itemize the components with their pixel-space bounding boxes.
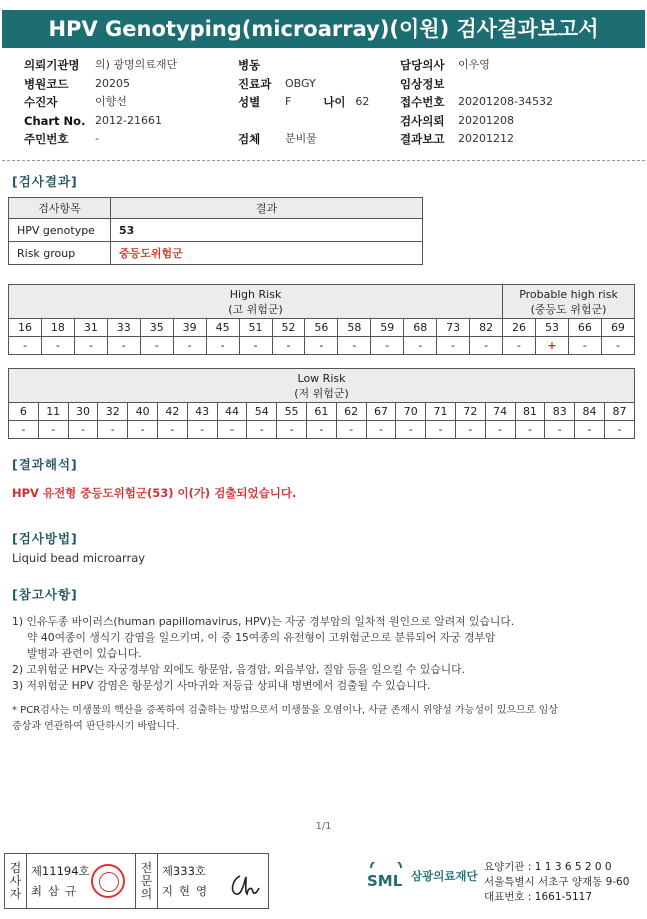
genotype-type-cell: 61 [306,403,336,421]
genotype-type-cell: 31 [74,319,107,337]
reference-section-title: [참고사항] [12,587,78,602]
genotype-type-cell: 56 [305,319,338,337]
info-value: 의) 광명의료재단 [95,58,178,71]
genotype-type-cell: 68 [404,319,437,337]
page-number: 1/1 [315,821,332,832]
result-summary-table [8,197,423,265]
genotype-result-cell: - [366,421,396,439]
tester-label-char: 사 [9,873,22,888]
genotype-type-cell: 26 [503,319,536,337]
age-label: 나이 [323,95,346,110]
genotype-result-cell: - [336,421,366,439]
pcr-footnote [12,703,642,735]
genotype-result-cell: - [437,337,470,355]
org-address: 서울특별시 서초구 양재동 9-60 [484,876,630,888]
section-divider [2,160,645,161]
sml-logo-icon [365,862,407,890]
specialist-label [136,854,158,908]
genotype-type-cell: 66 [568,319,601,337]
specialist-label-char: 전 [140,860,153,875]
genotype-result-cell: - [604,421,634,439]
genotype-type-cell: 42 [157,403,187,421]
tester-label-char: 자 [9,886,22,901]
method-text: Liquid bead microarray [12,551,146,565]
genotype-type-cell: 40 [128,403,158,421]
info-label: 진료과 [238,76,272,91]
tester-label [5,854,27,908]
genotype-result-cell: - [98,421,128,439]
genotype-result-cell: - [277,421,307,439]
note-1: 1) 인유두종 바이러스(human papillomavirus, HPV)는 자궁 경부암의 일차적 원인으로 알려져 있습니다. [12,615,515,628]
note-2: 2) 고위험군 HPV는 자궁경부암 외에도 항문암, 음경암, 외음부암, 질암 등을 일으킬 수 있습니다. [12,663,466,676]
genotype-type-cell: 55 [277,403,307,421]
info-column-3 [400,56,553,149]
info-label: 병동 [238,58,261,72]
info-label: 임상정보 [400,76,445,91]
genotype-type-cell: 72 [455,403,485,421]
info-row [400,75,553,94]
genotype-result-cell: - [545,421,575,439]
risk-group-value: 중등도위험군 [111,242,423,265]
info-value: 20205 [95,76,130,90]
genotype-type-cell: 18 [41,319,74,337]
info-row [400,130,553,149]
seal-stamp-icon [91,864,125,898]
method-section-title: [검사방법] [12,531,78,546]
info-value: 분비물 [285,132,317,146]
genotype-type-cell: 45 [206,319,239,337]
age-value: 62 [355,95,370,109]
genotype-type-cell: 83 [545,403,575,421]
genotype-type-cell: 43 [187,403,217,421]
info-label: 검사의뢰 [400,113,445,128]
org-code: 요양기관 : 1 1 3 6 5 2 0 0 [484,861,612,873]
genotype-result-cell: - [575,421,605,439]
genotype-type-cell: 81 [515,403,545,421]
genotype-result-cell: - [9,421,39,439]
info-value: F [285,95,292,109]
info-row [400,56,553,75]
logo-mark: SML [367,872,403,890]
info-label: 담당의사 [400,58,445,72]
genotype-result-cell: - [187,421,217,439]
low-risk-table [8,368,635,439]
tester-license-no: 제11194호 [30,864,90,878]
genotype-result-cell: - [426,421,456,439]
genotype-type-cell: 70 [396,403,426,421]
info-row [24,93,177,112]
info-label: 결과보고 [400,132,445,147]
signature-box [4,853,269,909]
info-value: 20201212 [458,132,514,146]
specialist-label-char: 의 [140,886,153,901]
tester-cell [27,854,136,908]
genotype-type-cell: 71 [426,403,456,421]
genotype-type-cell: 33 [107,319,140,337]
info-row [238,130,369,149]
genotype-type-cell: 44 [217,403,247,421]
genotype-type-cell: 74 [485,403,515,421]
probable-risk-header [503,285,635,319]
interpretation-section-title: [결과해석] [12,457,78,472]
note-1-cont2: 발병과 관련이 있습니다. [27,647,142,660]
info-label: 수진자 [24,95,58,110]
genotype-result-cell: - [455,421,485,439]
genotype-type-cell: 30 [68,403,98,421]
tester-label-char: 검 [9,860,22,875]
genotype-result-cell: - [9,337,42,355]
genotype-result-cell: + [536,337,569,355]
genotype-type-cell: 6 [9,403,39,421]
info-value: 20201208-34532 [458,95,553,109]
genotype-type-cell: 52 [272,319,305,337]
genotype-result-cell: - [371,337,404,355]
info-label: 접수번호 [400,95,445,110]
low-risk-header [9,369,635,403]
genotype-result-cell: - [601,337,634,355]
genotype-result-cell: - [38,421,68,439]
info-row [24,130,177,149]
genotype-type-cell: 59 [371,319,404,337]
high-risk-header [9,285,503,319]
probable-risk-subtitle: (중등도 위험군) [530,302,607,316]
info-value: OBGY [285,76,316,90]
info-label: 검체 [238,132,261,147]
info-label: Chart No. [24,113,86,128]
info-row [400,93,553,112]
genotype-type-cell: 51 [239,319,272,337]
sml-logo [365,862,478,890]
genotype-result-cell: - [515,421,545,439]
result-table-header-item: 검사항목 [9,198,111,219]
genotype-result-cell: - [485,421,515,439]
genotype-type-cell: 11 [38,403,68,421]
genotype-result-cell: - [272,337,305,355]
genotype-result-cell: - [305,337,338,355]
genotype-result-cell: - [568,337,601,355]
genotype-result-cell: - [247,421,277,439]
genotype-result-cell: - [173,337,206,355]
result-section-title: [검사결과] [12,174,78,189]
low-risk-subtitle: (저 위험군) [294,386,349,400]
low-risk-title: Low Risk [297,371,346,385]
genotype-value: 53 [111,219,423,242]
genotype-type-cell: 53 [536,319,569,337]
interpretation-text: HPV 유전형 중등도위험군(53) 이(가) 검출되었습니다. [12,486,297,500]
genotype-type-cell: 39 [173,319,206,337]
genotype-result-cell: - [404,337,437,355]
genotype-result-cell: - [239,337,272,355]
genotype-result-cell: - [74,337,107,355]
info-value: - [95,132,99,146]
high-risk-title: High Risk [229,287,282,301]
genotype-result-cell: - [128,421,158,439]
info-value: 2012-21661 [95,113,162,127]
genotype-type-cell: 16 [9,319,42,337]
genotype-type-cell: 62 [336,403,366,421]
info-spacer [238,112,369,131]
genotype-type-cell: 58 [338,319,371,337]
risk-group-label: Risk group [9,242,111,265]
genotype-type-cell: 32 [98,403,128,421]
note-3: 3) 저위험군 HPV 감염은 항문성기 사마귀와 저등급 상피내 병변에서 검출될 수 있습니다. [12,679,431,692]
genotype-result-cell: - [68,421,98,439]
footnote-line-1: * PCR검사는 미생물의 핵산을 증폭하여 검출하는 방법으로서 미생물을 오염이나, 사균 존재시 위양성 가능성이 있으므로 임상 [12,705,558,716]
genotype-type-cell: 82 [470,319,503,337]
footnote-line-2: 증상과 연관하여 판단하시기 바랍니다. [12,721,180,732]
info-row [238,93,369,112]
genotype-type-cell: 54 [247,403,277,421]
report-title: HPV Genotyping(microarray)(이원) 검사결과보고서 [2,10,645,48]
genotype-result-cell: - [396,421,426,439]
logo-text: 삼광의료재단 [411,869,478,883]
info-label: 성별 [238,95,261,110]
signature-icon [228,872,262,898]
genotype-result-cell: - [338,337,371,355]
genotype-result-cell: - [217,421,247,439]
info-row [24,112,177,131]
genotype-type-cell: 87 [604,403,634,421]
genotype-result-cell: - [206,337,239,355]
probable-risk-title: Probable high risk [519,287,618,301]
info-row [400,112,553,131]
specialist-label-char: 문 [140,873,153,888]
info-row [24,75,177,94]
genotype-type-cell: 35 [140,319,173,337]
specialist-name: 지현영 [161,884,214,898]
genotype-type-cell: 69 [601,319,634,337]
genotype-result-cell: - [107,337,140,355]
info-label: 병원코드 [24,76,69,91]
genotype-result-cell: - [470,337,503,355]
info-column-2 [238,56,369,149]
genotype-result-cell: - [140,337,173,355]
genotype-label: HPV genotype [9,219,111,242]
genotype-type-cell: 84 [575,403,605,421]
info-row [238,56,369,75]
genotype-result-cell: - [41,337,74,355]
specialist-license-no: 제333호 [161,864,206,878]
tester-name: 최삼규 [30,884,83,898]
org-phone: 대표번호 : 1661-5117 [484,891,593,903]
info-value: 20201208 [458,113,514,127]
info-label: 주민번호 [24,132,69,147]
note-1-cont: 약 40여종이 생식기 감염을 일으키며, 이 중 15여종의 유전형이 고위험군으로 분류되어 자궁 경부암 [27,631,496,644]
genotype-type-cell: 73 [437,319,470,337]
high-risk-table [8,284,635,355]
genotype-result-cell: - [157,421,187,439]
reference-notes [12,614,642,694]
high-risk-subtitle: (고 위험군) [228,302,283,316]
specialist-cell [158,854,268,908]
org-info [484,860,629,905]
info-column-1 [24,56,177,149]
genotype-result-cell: - [306,421,336,439]
genotype-type-cell: 67 [366,403,396,421]
info-row [238,75,369,94]
info-label: 의뢰기관명 [24,58,80,72]
info-row [24,56,177,75]
result-table-header-result: 결과 [111,198,423,219]
genotype-result-cell: - [503,337,536,355]
info-value: 이우영 [458,58,490,71]
info-value: 이향선 [95,95,127,109]
